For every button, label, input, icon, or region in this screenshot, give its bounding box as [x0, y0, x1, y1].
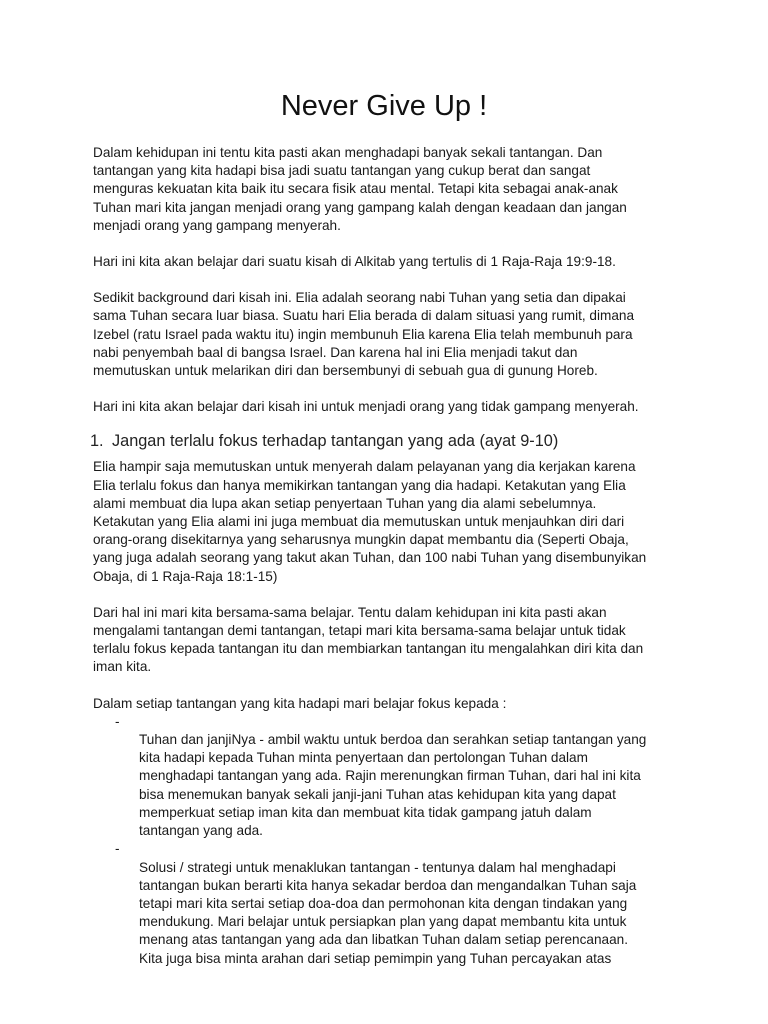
document-body	[90, 144, 683, 968]
section-1-number: 1.	[90, 432, 104, 451]
list-item-text: Tuhan dan janjiNya - ambil waktu untuk berdoa dan serahkan setiap tantangan yang kita hadapi kepada Tuhan minta penyertaan dan pertolongan Tuhan dalam menghadapi tantangan yang ada. Rajin merenungkan firman Tuhan, dari hal ini kita bisa menemukan banyak sekali janji-jani Tuhan atas kehidupan kita yang dapat memperkuat setiap iman kita dan membuat kita tidak gampang jatuh dalam tantangan yang ada.	[139, 732, 647, 839]
paragraph-spacer	[93, 380, 683, 398]
intro-paragraph-1: Dalam kehidupan ini tentu kita pasti akan menghadapi banyak sekali tantangan. Dan tantangan yang kita hadapi bisa jadi suatu tantangan yang cukup berat dan sangat menguras kekuatan kita baik itu secara fisik atau mental. Tetapi kita sebagai anak-anak Tuhan mari kita jangan menjadi orang yang gampang kalah dengan keadaan dan jangan menjadi orang yang gampang menyerah.	[93, 145, 627, 233]
paragraph-spacer	[93, 586, 683, 604]
list-item-text: Solusi / strategi untuk menaklukan tantangan - tentunya dalam hal menghadapi tantangan bukan berarti kita hanya sekadar berdoa dan mengandalkan Tuhan saja tetapi mari kita sertai setiap doa-doa dan permohonan kita dengan tindakan yang mendukung. Mari belajar untuk persiapkan plan yang dapat membantu kita untuk menang atas tantangan yang ada dan libatkan Tuhan dalam setiap perencanaan. Kita juga bisa minta arahan dari setiap pemimpin yang Tuhan percayakan atas	[139, 859, 637, 966]
section-1-heading	[90, 431, 683, 452]
section-1-paragraph-1: Elia hampir saja memutuskan untuk menyerah dalam pelayanan yang dia kerjakan karena Elia terlalu fokus dan hanya memikirkan tantangan yang dia hadapi. Ketakutan yang Elia alami membuat dia lupa akan setiap penyertaan Tuhan yang dia alami sebelumnya. Ketakutan yang Elia alami ini juga membuat dia memutuskan untuk menjauhkan diri dari orang-orang disekitarnya yang seharusnya mungkin dapat membantu dia (Seperti Obaja, yang juga adalah seorang yang takut akan Tuhan, dan 100 nabi Tuhan yang disembunyikan Obaja, di 1 Raja-Raja 18:1-15)	[93, 459, 647, 584]
list-item	[93, 713, 683, 840]
focus-list	[93, 713, 683, 968]
document-title: Never Give Up !	[280, 90, 488, 122]
paragraph-spacer	[93, 235, 683, 253]
paragraph-spacer	[93, 677, 683, 695]
section-1-paragraph-2: Dari hal ini mari kita bersama-sama belajar. Tentu dalam kehidupan ini kita pasti akan mengalami tantangan demi tantangan, tetapi mari kita bersama-sama belajar untuk tidak terlalu fokus kepada tantangan itu dan membiarkan tantangan itu mengalahkan diri kita dan iman kita.	[93, 604, 644, 675]
bullet-marker: -	[115, 713, 120, 729]
list-item	[93, 840, 683, 967]
section-1-list-intro: Dalam setiap tantangan yang kita hadapi mari belajar fokus kepada :	[93, 695, 507, 711]
bullet-marker: -	[115, 841, 120, 857]
intro-paragraph-2: Hari ini kita akan belajar dari suatu kisah di Alkitab yang tertulis di 1 Raja-Raja 19:9-18.	[93, 254, 616, 270]
paragraph-spacer	[93, 271, 683, 289]
intro-paragraph-3: Sedikit background dari kisah ini. Elia adalah seorang nabi Tuhan yang setia dan dipakai sama Tuhan secara luar biasa. Suatu hari Elia berada di dalam situasi yang rumit, dimana Izebel (ratu Israel pada waktu itu) ingin membunuh Elia karena Elia telah membunuh para nabi penyembah baal di bangsa Israel. Dan karena hal ini Elia menjadi takut dan memutuskan untuk melarikan diri dan bersembunyi di sebuah gua di gunung Horeb.	[93, 290, 635, 379]
intro-paragraph-4: Hari ini kita akan belajar dari kisah ini untuk menjadi orang yang tidak gampang menyerah.	[93, 399, 639, 415]
section-1-heading-text: Jangan terlalu fokus terhadap tantangan yang ada (ayat 9-10)	[112, 432, 559, 451]
